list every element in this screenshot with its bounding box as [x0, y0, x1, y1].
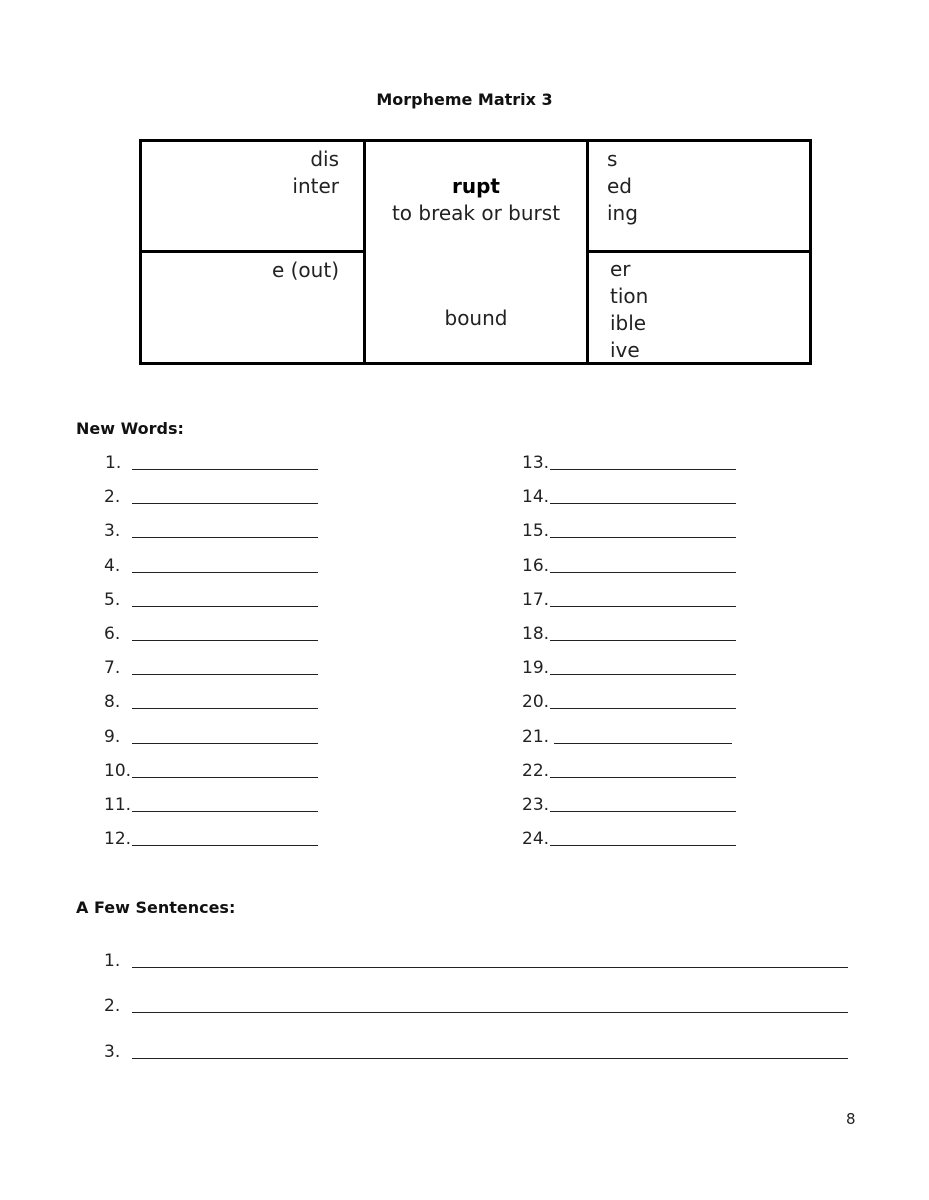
word-number: 23. [522, 795, 550, 815]
word-number: 2. [104, 487, 121, 507]
base-cell [366, 173, 586, 227]
sentences-heading: A Few Sentences: [76, 898, 236, 917]
page-title: Morpheme Matrix 3 [376, 90, 553, 109]
word-number: 7. [104, 658, 121, 678]
word-entry [480, 556, 780, 580]
word-number: 21. [522, 727, 550, 747]
prefix: dis [310, 147, 339, 171]
word-entry [480, 624, 780, 648]
word-entry [0, 521, 400, 545]
word-blank[interactable] [550, 606, 736, 607]
base-element: rupt [452, 174, 500, 198]
word-number: 17. [522, 590, 550, 610]
word-number: 1. [105, 453, 122, 473]
suffix: ive [610, 338, 640, 362]
suffix: s [607, 147, 618, 171]
sentence-blank[interactable] [132, 1058, 848, 1059]
word-number: 19. [522, 658, 550, 678]
word-blank[interactable] [550, 537, 736, 538]
word-blank[interactable] [132, 777, 318, 778]
word-entry [0, 692, 400, 716]
sentence-blank[interactable] [132, 1012, 848, 1013]
prefix: inter [292, 174, 339, 198]
word-entry [0, 453, 400, 477]
word-entry [0, 487, 400, 511]
word-blank[interactable] [550, 640, 736, 641]
word-number: 3. [104, 521, 121, 541]
sentence-blank[interactable] [132, 967, 848, 968]
prefix-cell-top [142, 146, 339, 200]
word-entry [480, 727, 780, 751]
word-number: 6. [104, 624, 121, 644]
word-number: 8. [104, 692, 121, 712]
suffix-cell-bottom [610, 256, 648, 364]
word-entry [480, 829, 780, 853]
word-blank[interactable] [550, 469, 736, 470]
word-entry [0, 556, 400, 580]
word-entry [0, 624, 400, 648]
word-blank[interactable] [550, 674, 736, 675]
word-number: 15. [522, 521, 550, 541]
word-entry [0, 727, 400, 751]
word-number: 10. [104, 761, 132, 781]
prefix-cell-bottom [142, 257, 339, 284]
word-blank[interactable] [132, 674, 318, 675]
word-blank[interactable] [132, 708, 318, 709]
word-entry [480, 761, 780, 785]
sentence-number: 3. [104, 1042, 121, 1062]
word-entry [480, 453, 780, 477]
matrix-divider-prefix [142, 250, 364, 253]
word-blank[interactable] [132, 640, 318, 641]
sentence-entry [0, 1042, 929, 1066]
word-blank[interactable] [132, 811, 318, 812]
suffix-cell-top [607, 146, 638, 227]
suffix: tion [610, 284, 649, 308]
word-blank[interactable] [132, 845, 318, 846]
word-blank[interactable] [550, 777, 736, 778]
word-entry [480, 692, 780, 716]
word-number: 4. [104, 556, 121, 576]
word-entry [480, 521, 780, 545]
suffix: ed [607, 174, 632, 198]
word-blank[interactable] [132, 743, 318, 744]
sentence-number: 2. [104, 996, 121, 1016]
word-number: 11. [104, 795, 132, 815]
word-number: 12. [104, 829, 132, 849]
word-blank[interactable] [132, 503, 318, 504]
word-entry [0, 761, 400, 785]
word-blank[interactable] [550, 708, 736, 709]
word-number: 20. [522, 692, 550, 712]
word-number: 22. [522, 761, 550, 781]
word-blank[interactable] [550, 845, 736, 846]
word-blank[interactable] [132, 537, 318, 538]
base-type: bound [444, 306, 508, 330]
new-words-heading: New Words: [76, 419, 184, 438]
morpheme-matrix [139, 139, 812, 365]
word-blank[interactable] [550, 811, 736, 812]
word-number: 14. [522, 487, 550, 507]
word-entry [480, 795, 780, 819]
word-number: 24. [522, 829, 550, 849]
word-entry [0, 658, 400, 682]
word-number: 5. [104, 590, 121, 610]
word-entry [480, 487, 780, 511]
sentence-number: 1. [104, 951, 121, 971]
word-entry [480, 590, 780, 614]
prefix: e (out) [271, 258, 339, 282]
word-entry [480, 658, 780, 682]
page-number: 8 [846, 1110, 856, 1128]
word-entry [0, 590, 400, 614]
suffix: ing [607, 201, 638, 225]
word-blank[interactable] [132, 572, 318, 573]
matrix-divider-suffix [586, 250, 809, 253]
word-entry [0, 829, 400, 853]
suffix: er [610, 257, 631, 281]
word-blank[interactable] [132, 469, 318, 470]
word-blank[interactable] [554, 743, 732, 744]
word-number: 13. [522, 453, 550, 473]
word-blank[interactable] [132, 606, 318, 607]
sentence-entry [0, 996, 929, 1020]
word-blank[interactable] [550, 572, 736, 573]
suffix: ible [610, 311, 647, 335]
word-blank[interactable] [550, 503, 736, 504]
word-number: 9. [104, 727, 121, 747]
word-number: 18. [522, 624, 550, 644]
base-meaning: to break or burst [391, 201, 561, 225]
sentence-entry [0, 951, 929, 975]
word-entry [0, 795, 400, 819]
word-number: 16. [522, 556, 550, 576]
